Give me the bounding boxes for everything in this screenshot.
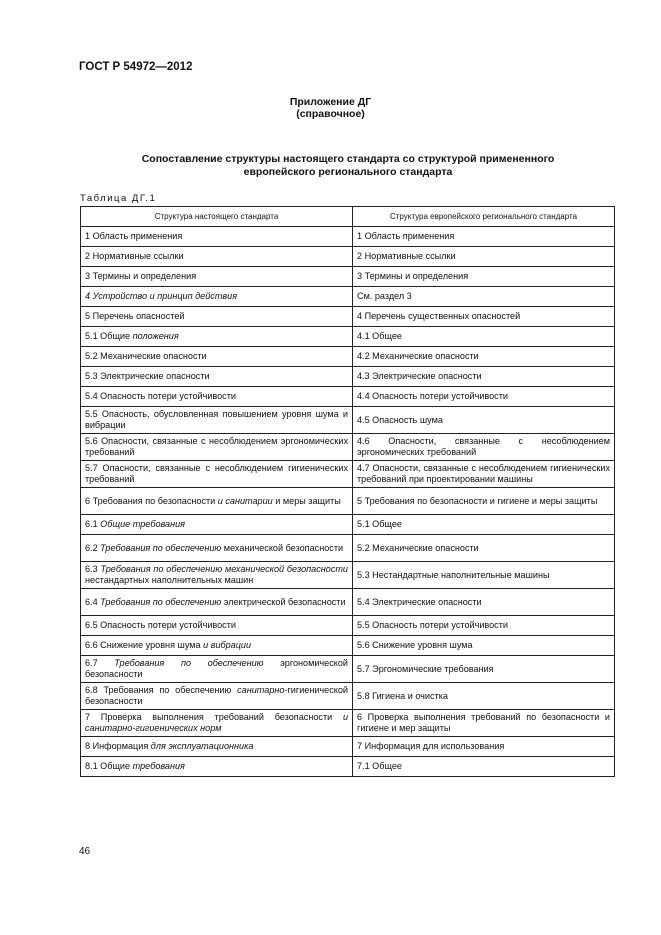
cell-national-structure: 7 Проверка выполнения требований безопасности и санитарно-гигиенических норм — [81, 710, 353, 737]
table-row — [81, 589, 615, 616]
table-row — [81, 757, 615, 777]
cell-european-structure: См. раздел 3 — [353, 287, 615, 307]
column-header-european: Структура европейского регионального стандарта — [353, 207, 615, 227]
table-row — [81, 515, 615, 535]
cell-european-structure: 5.7 Эргономические требования — [353, 656, 615, 683]
table-row — [81, 710, 615, 737]
table-row — [81, 683, 615, 710]
table-row — [81, 737, 615, 757]
table-row — [81, 407, 615, 434]
column-header-national: Структура настоящего стандарта — [81, 207, 353, 227]
table-row — [81, 227, 615, 247]
cell-european-structure: 5.5 Опасность потери устойчивости — [353, 616, 615, 636]
cell-european-structure: 7 Информация для использования — [353, 737, 615, 757]
table-row — [81, 387, 615, 407]
cell-european-structure: 2 Нормативные ссылки — [353, 247, 615, 267]
cell-national-structure: 3 Термины и определения — [81, 267, 353, 287]
cell-european-structure: 4.6 Опасности, связанные с несоблюдением эргономических требований — [353, 434, 615, 461]
appendix-title — [0, 96, 661, 120]
cell-european-structure: 4.5 Опасность шума — [353, 407, 615, 434]
cell-national-structure: 6.3 Требования по обеспечению механической безопасности нестандартных наполнительных машин — [81, 562, 353, 589]
cell-national-structure: 5.5 Опасность, обусловленная повышением уровня шума и вибрации — [81, 407, 353, 434]
appendix-name: Приложение ДГ — [289, 96, 372, 108]
caption-line-1: Сопоставление структуры настоящего стандарта со структурой примененного — [141, 153, 555, 165]
cell-national-structure: 5.1 Общие положения — [81, 327, 353, 347]
table-row — [81, 347, 615, 367]
table-row — [81, 367, 615, 387]
cell-european-structure: 5.3 Нестандартные наполнительные машины — [353, 562, 615, 589]
cell-national-structure: 4 Устройство и принцип действия — [81, 287, 353, 307]
cell-european-structure: 4.2 Механические опасности — [353, 347, 615, 367]
cell-national-structure: 6.4 Требования по обеспечению электрической безопасности — [81, 589, 353, 616]
cell-national-structure: 5.3 Электрические опасности — [81, 367, 353, 387]
table-label: Таблица ДГ.1 — [80, 193, 157, 204]
cell-european-structure: 4.4 Опасность потери устойчивости — [353, 387, 615, 407]
cell-european-structure: 7.1 Общее — [353, 757, 615, 777]
cell-national-structure: 5.7 Опасности, связанные с несоблюдением гигиенических требований — [81, 461, 353, 488]
cell-national-structure: 5.4 Опасность потери устойчивости — [81, 387, 353, 407]
table-row — [81, 461, 615, 488]
table-row — [81, 247, 615, 267]
cell-national-structure: 5.2 Механические опасности — [81, 347, 353, 367]
cell-national-structure: 6.8 Требования по обеспечению санитарно-гигиенической безопасности — [81, 683, 353, 710]
table-row — [81, 434, 615, 461]
standard-id: ГОСТ Р 54972—2012 — [79, 61, 193, 73]
cell-national-structure: 6.6 Снижение уровня шума и вибрации — [81, 636, 353, 656]
caption-line-2: европейского регионального стандарта — [243, 166, 453, 178]
cell-national-structure: 6.1 Общие требования — [81, 515, 353, 535]
table-row — [81, 488, 615, 515]
appendix-type: (справочное) — [296, 108, 365, 120]
cell-european-structure: 5 Требования по безопасности и гигиене и меры защиты — [353, 488, 615, 515]
cell-national-structure: 6.7 Требования по обеспечению эргономической безопасности — [81, 656, 353, 683]
table-row — [81, 636, 615, 656]
cell-national-structure: 6 Требования по безопасности и санитарии и меры защиты — [81, 488, 353, 515]
table-row — [81, 616, 615, 636]
cell-european-structure: 5.4 Электрические опасности — [353, 589, 615, 616]
page-number: 46 — [79, 846, 91, 857]
comparison-table — [80, 206, 615, 777]
cell-national-structure: 1 Область применения — [81, 227, 353, 247]
table-row — [81, 307, 615, 327]
table-row — [81, 535, 615, 562]
cell-european-structure: 5.6 Снижение уровня шума — [353, 636, 615, 656]
cell-european-structure: 5.1 Общее — [353, 515, 615, 535]
table-row — [81, 267, 615, 287]
cell-european-structure: 4.7 Опасности, связанные с несоблюдением гигиенических требований при проектировании машины — [353, 461, 615, 488]
cell-national-structure: 6.2 Требования по обеспечению механической безопасности — [81, 535, 353, 562]
cell-european-structure: 4.3 Электрические опасности — [353, 367, 615, 387]
table-row — [81, 656, 615, 683]
cell-national-structure: 8 Информация для эксплуатационника — [81, 737, 353, 757]
table-header-row — [81, 207, 615, 227]
cell-european-structure: 6 Проверка выполнения требований по безопасности и гигиене и мер защиты — [353, 710, 615, 737]
table-row — [81, 562, 615, 589]
cell-national-structure: 5.6 Опасности, связанные с несоблюдением эргономических требований — [81, 434, 353, 461]
cell-national-structure: 8.1 Общие требования — [81, 757, 353, 777]
cell-european-structure: 5.8 Гигиена и очистка — [353, 683, 615, 710]
cell-european-structure: 4 Перечень существенных опасностей — [353, 307, 615, 327]
cell-european-structure: 1 Область применения — [353, 227, 615, 247]
cell-national-structure: 2 Нормативные ссылки — [81, 247, 353, 267]
cell-european-structure: 4.1 Общее — [353, 327, 615, 347]
cell-national-structure: 6.5 Опасность потери устойчивости — [81, 616, 353, 636]
cell-national-structure: 5 Перечень опасностей — [81, 307, 353, 327]
cell-european-structure: 3 Термины и определения — [353, 267, 615, 287]
cell-european-structure: 5.2 Механические опасности — [353, 535, 615, 562]
table-body — [81, 227, 615, 777]
table-row — [81, 327, 615, 347]
table-caption — [98, 153, 598, 179]
table-row — [81, 287, 615, 307]
